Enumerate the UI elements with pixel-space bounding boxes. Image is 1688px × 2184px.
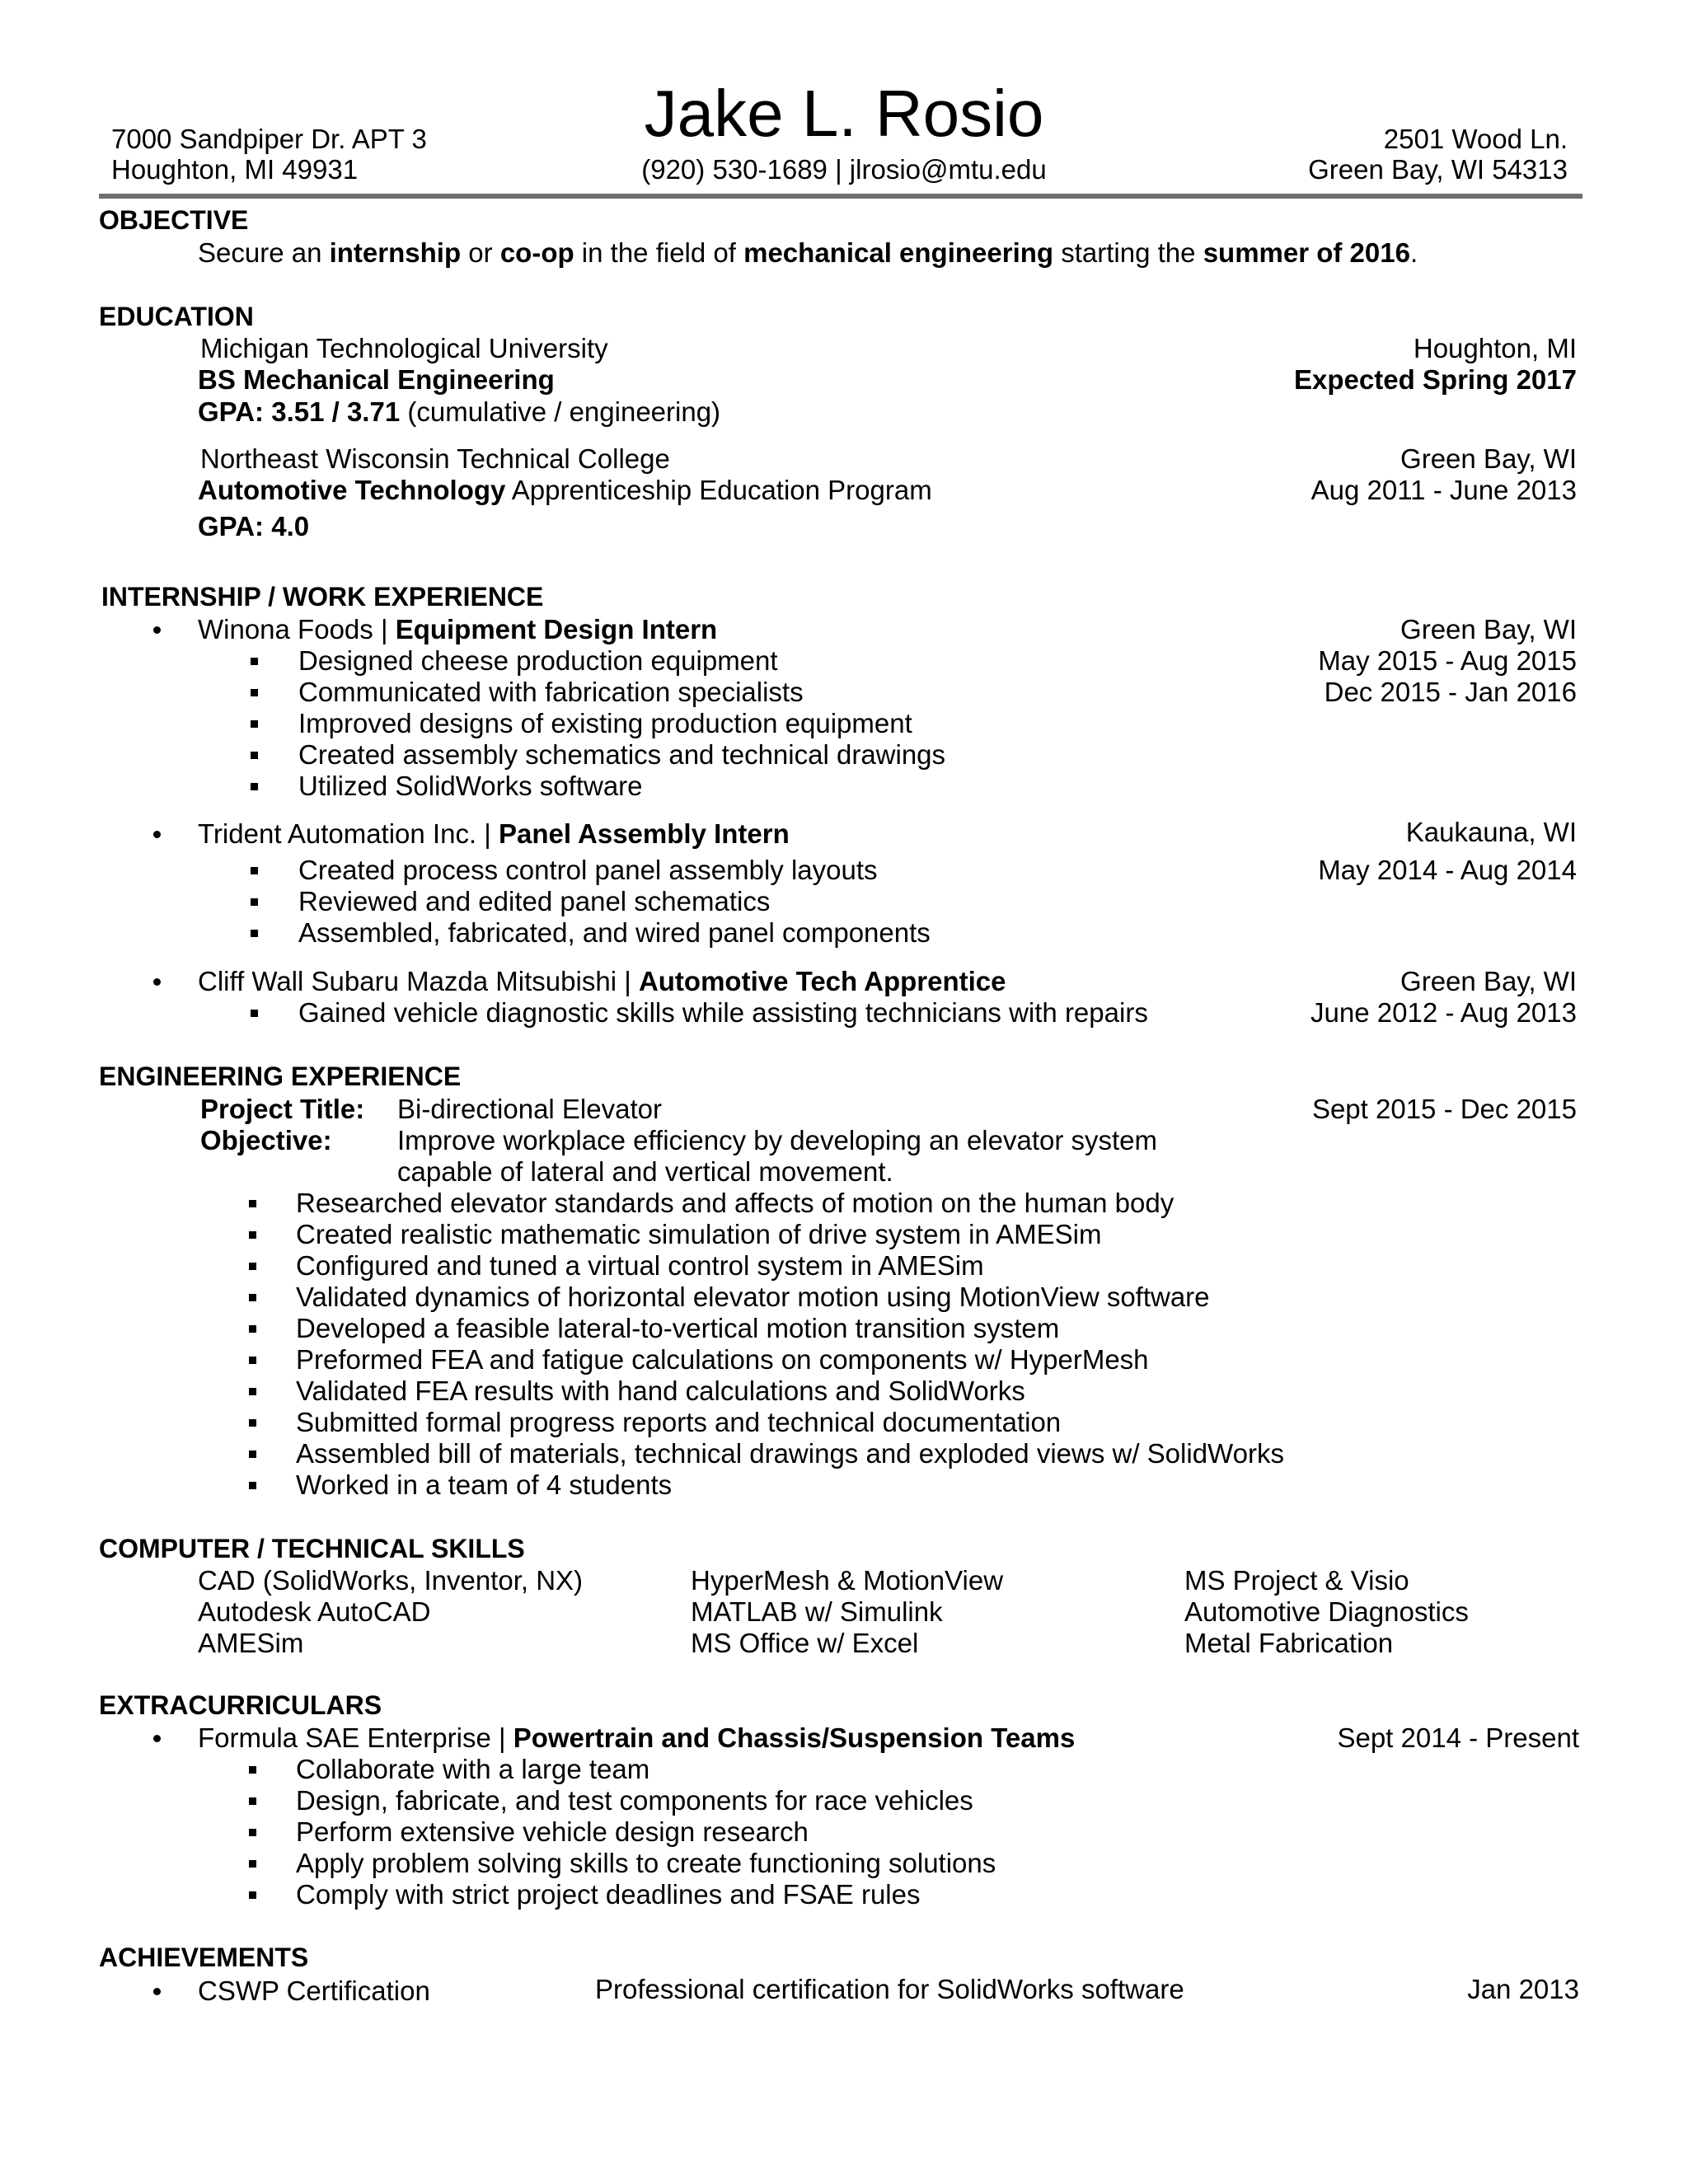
extracurricular-header [198, 1722, 1075, 1754]
bullet-square [251, 689, 258, 696]
bullet-square [249, 1419, 256, 1427]
bullet-square [251, 1010, 258, 1017]
objective-part: in the field of [574, 237, 744, 268]
engineering-heading: ENGINEERING EXPERIENCE [99, 1062, 462, 1091]
job-header [198, 614, 717, 645]
bullet-dot [153, 1735, 161, 1742]
school-location: Houghton, MI [1413, 333, 1577, 363]
objective-date: summer of 2016 [1203, 237, 1410, 268]
job-date: May 2014 - Aug 2014 [1318, 855, 1577, 885]
skills-heading: COMPUTER / TECHNICAL SKILLS [99, 1534, 525, 1563]
school-name: Michigan Technological University [200, 333, 608, 363]
extracurricular-bullet: Collaborate with a large team [296, 1754, 650, 1784]
bullet-square [249, 1766, 256, 1774]
skill-item: MS Office w/ Excel [691, 1628, 919, 1658]
project-bullet: Validated FEA results with hand calculations and SolidWorks [296, 1376, 1025, 1406]
achievement-date: Jan 2013 [1467, 1974, 1579, 2004]
skill-item: MS Project & Visio [1184, 1565, 1409, 1596]
objective-part: or [461, 237, 500, 268]
program-bold: Automotive Technology [198, 475, 506, 505]
bullet-square [251, 898, 258, 906]
job-bullet: Improved designs of existing production equipment [298, 708, 912, 738]
bullet-square [249, 1451, 256, 1458]
school-name: Northeast Wisconsin Technical College [200, 443, 670, 474]
program-line [198, 475, 932, 506]
job-bullet: Assembled, fabricated, and wired panel components [298, 917, 931, 948]
job-date: June 2012 - Aug 2013 [1311, 997, 1577, 1028]
job-company: Trident Automation Inc. | [198, 818, 499, 849]
bullet-square [251, 752, 258, 759]
work-heading: INTERNSHIP / WORK EXPERIENCE [101, 582, 544, 612]
bullet-square [249, 1357, 256, 1364]
objective-label: Objective: [200, 1125, 332, 1155]
project-bullet: Assembled bill of materials, technical drawings and exploded views w/ SolidWorks [296, 1438, 1284, 1469]
extracurricular-org: Formula SAE Enterprise | [198, 1722, 513, 1753]
bullet-dot [153, 831, 161, 838]
skill-item: Autodesk AutoCAD [198, 1596, 431, 1627]
skill-item: HyperMesh & MotionView [691, 1565, 1004, 1596]
extracurriculars-heading: EXTRACURRICULARS [99, 1690, 382, 1720]
job-bullet: Communicated with fabrication specialists [298, 677, 804, 707]
job-date: Dec 2015 - Jan 2016 [1324, 677, 1577, 707]
job-bullet: Gained vehicle diagnostic skills while assisting technicians with repairs [298, 997, 1148, 1028]
job-bullet: Utilized SolidWorks software [298, 771, 643, 801]
project-objective-line1: Improve workplace efficiency by developing an elevator system [397, 1125, 1158, 1155]
achievements-heading: ACHIEVEMENTS [99, 1943, 309, 1972]
header-rule [99, 194, 1582, 199]
bullet-dot [153, 978, 161, 986]
project-bullet: Validated dynamics of horizontal elevator motion using MotionView software [296, 1282, 1210, 1312]
contact-line: (920) 530-1689 | jlrosio@mtu.edu [641, 154, 1047, 185]
objective-part: Secure an [198, 237, 330, 268]
job-date: May 2015 - Aug 2015 [1318, 645, 1577, 676]
bullet-square [249, 1860, 256, 1868]
objective-coop: co-op [499, 237, 574, 268]
skill-item: Metal Fabrication [1184, 1628, 1394, 1658]
education-heading: EDUCATION [99, 302, 254, 331]
bullet-dot [153, 626, 161, 634]
bullet-dot [153, 1988, 161, 1995]
right-address-line1: 2501 Wood Ln. [1383, 124, 1568, 154]
objective-text [198, 237, 1418, 269]
bullet-square [251, 783, 258, 790]
project-bullet: Worked in a team of 4 students [296, 1469, 673, 1500]
left-address-line2: Houghton, MI 49931 [111, 154, 359, 185]
bullet-square [249, 1231, 256, 1239]
project-bullet: Configured and tuned a virtual control system in AMESim [296, 1250, 984, 1281]
objective-part: . [1409, 237, 1418, 268]
objective-heading: OBJECTIVE [99, 205, 249, 235]
bullet-square [251, 867, 258, 874]
job-title: Equipment Design Intern [395, 614, 718, 644]
school-location: Green Bay, WI [1400, 443, 1577, 474]
objective-part: starting the [1053, 237, 1203, 268]
project-label: Project Title: [200, 1094, 365, 1124]
job-location: Green Bay, WI [1400, 966, 1577, 996]
project-date: Sept 2015 - Dec 2015 [1311, 1094, 1577, 1124]
project-bullet: Researched elevator standards and affects of motion on the human body [296, 1188, 1175, 1218]
program-rest: Apprenticeship Education Program [505, 475, 932, 505]
left-address-line1: 7000 Sandpiper Dr. APT 3 [111, 124, 427, 154]
project-title: Bi-directional Elevator [397, 1094, 662, 1124]
job-title: Panel Assembly Intern [499, 818, 790, 849]
degree: BS Mechanical Engineering [198, 364, 555, 395]
project-bullet: Developed a feasible lateral-to-vertical motion transition system [296, 1313, 1060, 1343]
extracurricular-bullet: Apply problem solving skills to create functioning solutions [296, 1848, 996, 1878]
extracurricular-bullet: Perform extensive vehicle design research [296, 1816, 809, 1847]
skill-item: AMESim [198, 1628, 304, 1658]
gpa-value: GPA: 4.0 [198, 511, 310, 541]
bullet-square [251, 720, 258, 728]
bullet-square [249, 1388, 256, 1395]
bullet-square [249, 1325, 256, 1333]
skill-item: Automotive Diagnostics [1184, 1596, 1469, 1627]
job-company: Winona Foods | [198, 614, 396, 644]
objective-field: mechanical engineering [743, 237, 1054, 268]
extracurricular-bullet: Design, fabricate, and test components for race vehicles [296, 1785, 973, 1816]
bullet-square [249, 1294, 256, 1301]
job-header [198, 818, 790, 850]
program-date: Aug 2011 - June 2013 [1311, 475, 1577, 505]
achievement-item: CSWP Certification [198, 1975, 430, 2006]
project-bullet: Created realistic mathematic simulation of drive system in AMESim [296, 1219, 1102, 1249]
bullet-square [249, 1797, 256, 1805]
job-bullet: Created process control panel assembly layouts [298, 855, 878, 885]
bullet-square [251, 930, 258, 937]
gpa-note: (cumulative / engineering) [400, 396, 721, 427]
bullet-square [249, 1829, 256, 1836]
gpa-value: GPA: 3.51 / 3.71 [198, 396, 401, 427]
extracurricular-date: Sept 2014 - Present [1337, 1722, 1579, 1753]
bullet-square [249, 1482, 256, 1489]
job-company: Cliff Wall Subaru Mazda Mitsubishi | [198, 966, 639, 996]
bullet-square [251, 658, 258, 665]
job-bullet: Created assembly schematics and technical drawings [298, 739, 946, 770]
job-header [198, 966, 1006, 997]
job-bullet: Designed cheese production equipment [298, 645, 778, 676]
gpa-line [198, 396, 720, 428]
bullet-square [249, 1200, 256, 1207]
bullet-square [249, 1263, 256, 1270]
right-address-line2: Green Bay, WI 54313 [1308, 154, 1568, 185]
achievement-description: Professional certification for SolidWorks software [595, 1974, 1184, 2004]
project-objective-line2: capable of lateral and vertical movement. [397, 1156, 893, 1187]
extracurricular-teams: Powertrain and Chassis/Suspension Teams [513, 1722, 1076, 1753]
objective-internship: internship [329, 237, 462, 268]
job-bullet: Reviewed and edited panel schematics [298, 886, 771, 916]
project-bullet: Preformed FEA and fatigue calculations on components w/ HyperMesh [296, 1344, 1149, 1375]
job-location: Green Bay, WI [1400, 614, 1577, 644]
extracurricular-bullet: Comply with strict project deadlines and FSAE rules [296, 1879, 921, 1910]
job-title: Automotive Tech Apprentice [638, 966, 1006, 996]
candidate-name: Jake L. Rosio [644, 77, 1044, 150]
degree-date: Expected Spring 2017 [1294, 364, 1577, 395]
project-bullet: Submitted formal progress reports and technical documentation [296, 1407, 1062, 1437]
job-location: Kaukauna, WI [1405, 817, 1577, 847]
skill-item: CAD (SolidWorks, Inventor, NX) [198, 1565, 584, 1596]
bullet-square [249, 1891, 256, 1899]
skill-item: MATLAB w/ Simulink [691, 1596, 943, 1627]
